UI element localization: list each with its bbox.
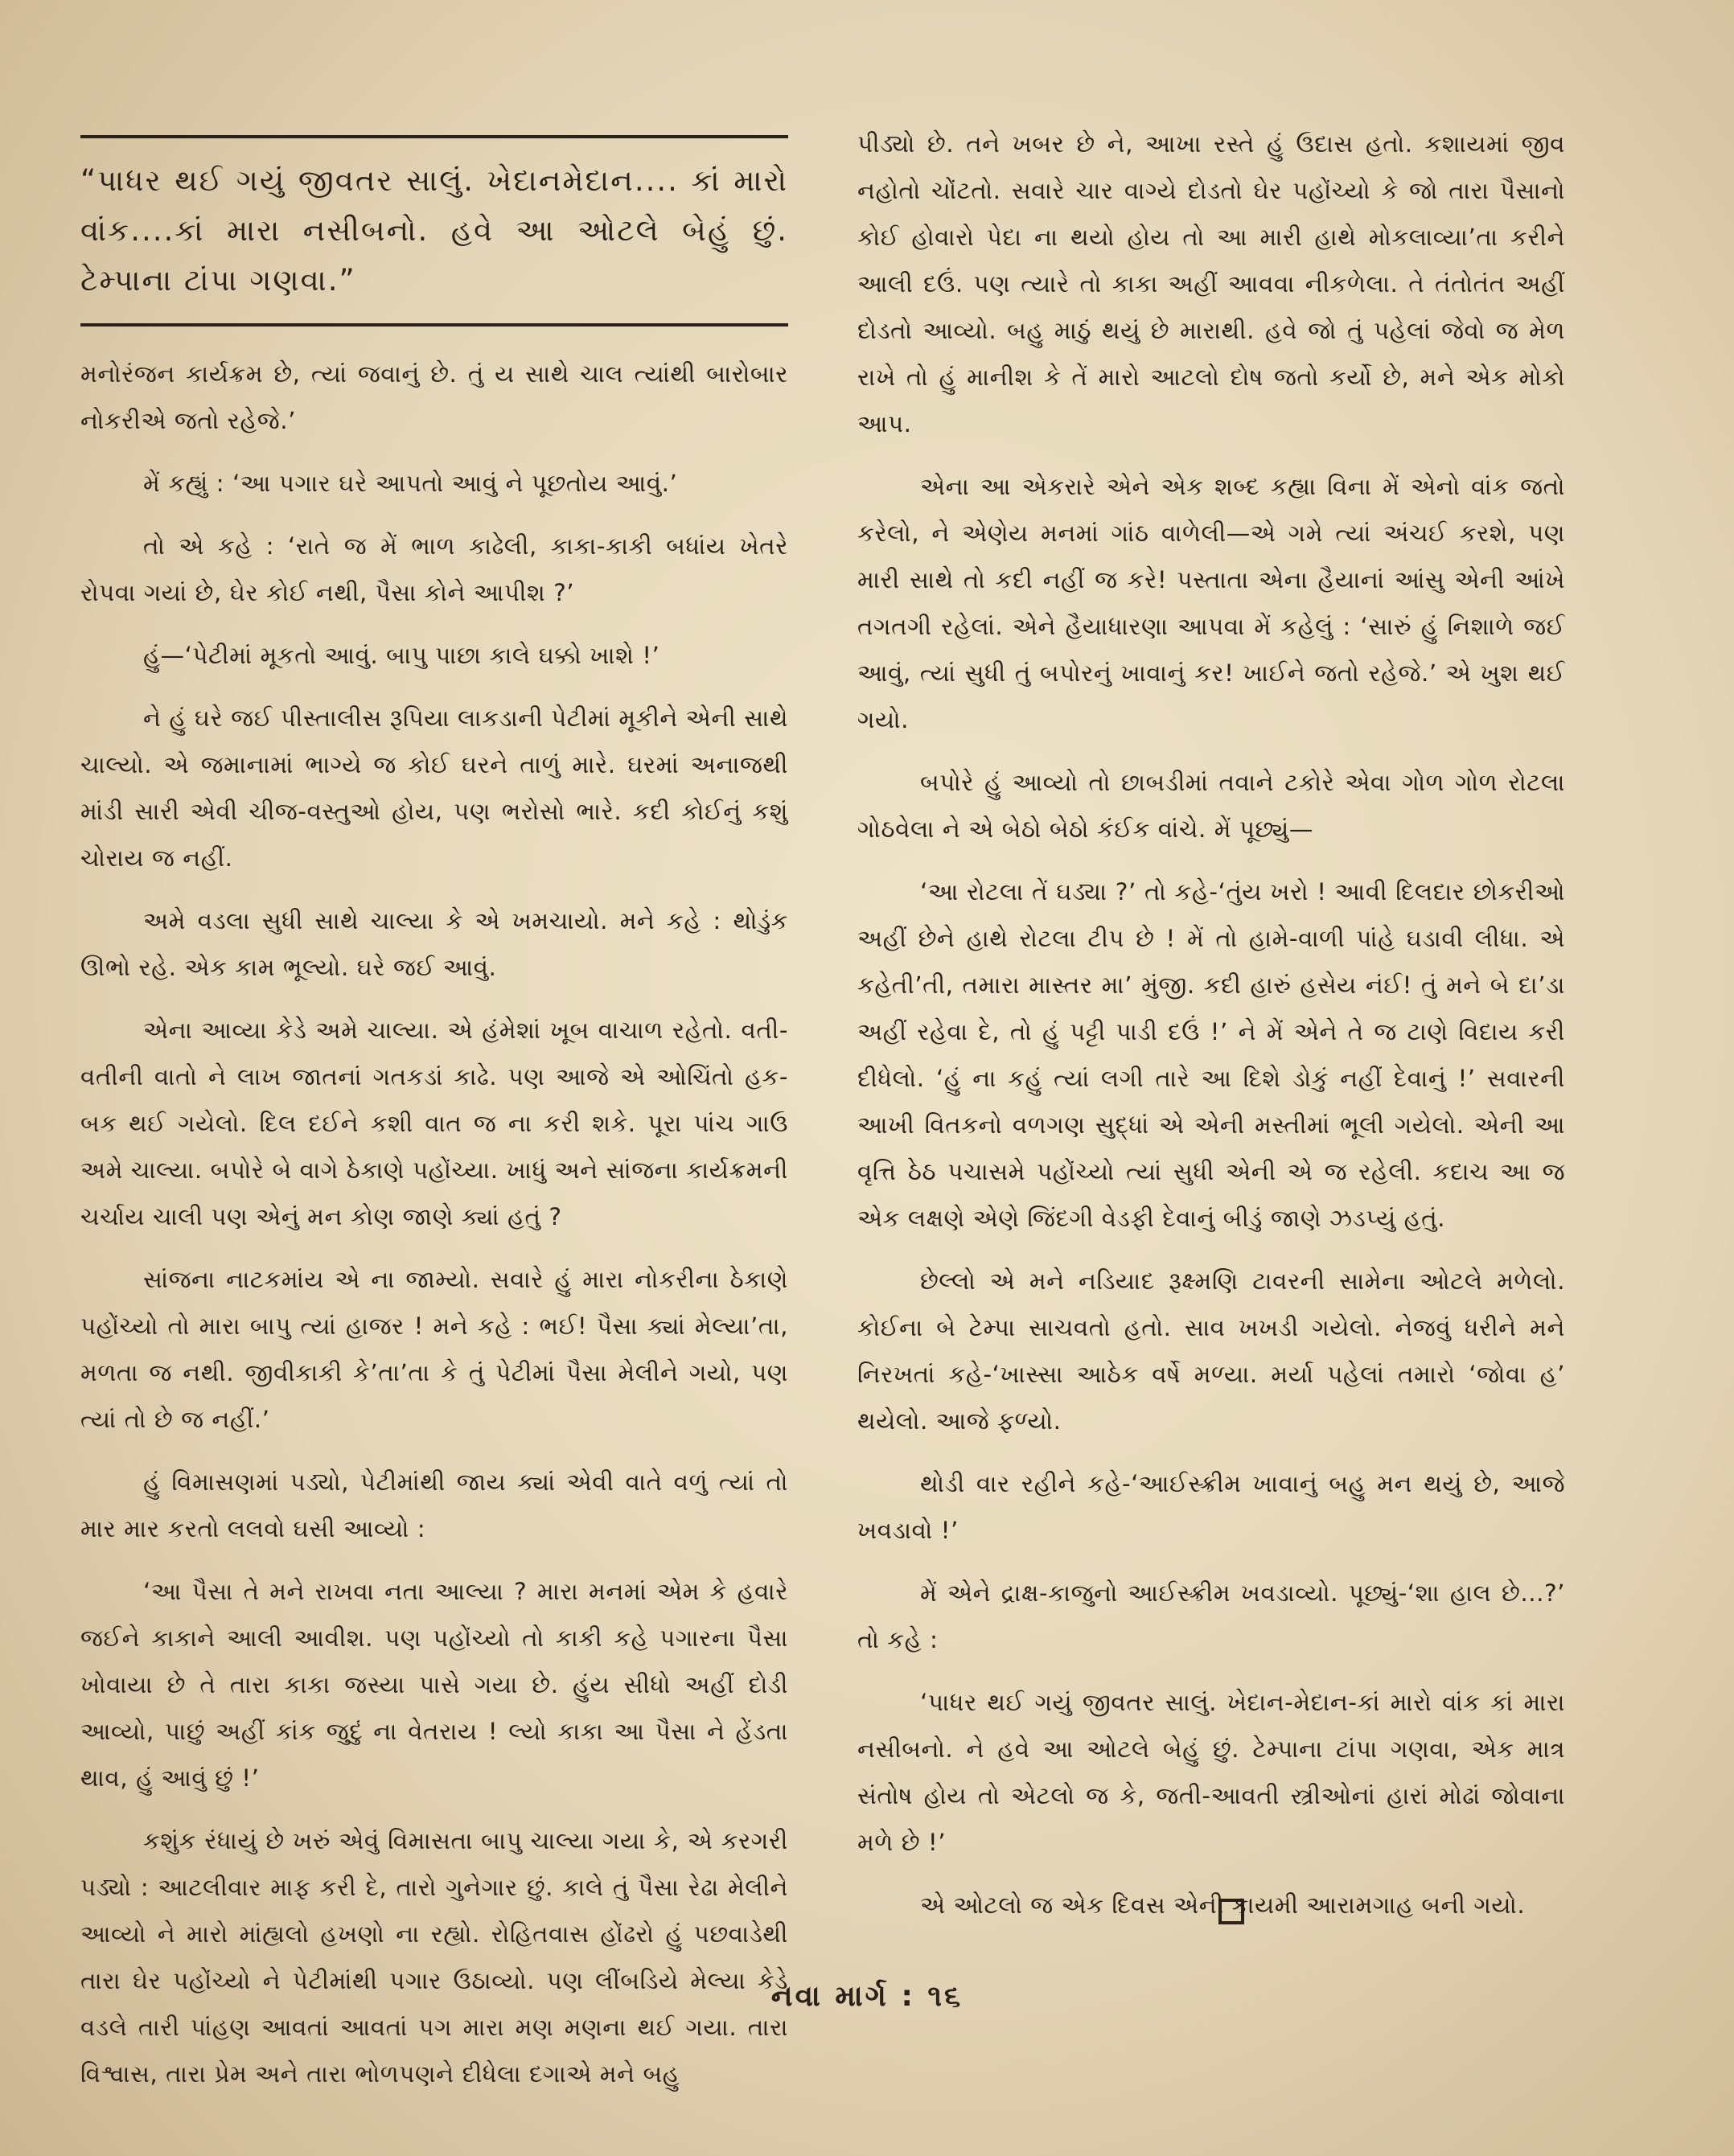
page-footer: નવા માર્ગ : ૧૬ — [770, 1980, 964, 2013]
left-column — [80, 121, 788, 2113]
paragraph: અમે વડલા સુધી સાથે ચાલ્યા કે એ ખમચાયો. મને કહે : થોડુંક ઊભો રહે. એક કામ ભૂલ્યો. ઘરે જઈ આવું. — [80, 907, 788, 981]
paragraph: એ ઓટલો જ એક દિવસ એની કાયમી આરામગાહ બની ગયો. — [920, 1891, 1526, 1919]
paragraph: બપોરે હું આવ્યો તો છાબડીમાં તવાને ટકોરે એવા ગોળ ગોળ રોટલા ગોઠવેલા ને એ બેઠો બેઠો કંઈક વાંચે. મેં પૂછ્યું— — [857, 769, 1565, 843]
paragraph: ‘પાધર થઈ ગયું જીવતર સાલું. ખેદાન-મેદાન-કાં મારો વાંક કાં મારા નસીબનો. ને હવે આ ઓટલે બેહું છું. ટેમ્પાના ટાંપા ગણવા, એક માત્ર સંતોષ હોય તો એટલો જ કે, જતી-આવતી સ્ત્રીઓનાં હારાં મોઢાં જોવાના મળે છે !’ — [857, 1689, 1565, 1856]
paragraph: છેલ્લો એ મને નડિયાદ રૂક્ષ્મણિ ટાવરની સામેના ઓટલે મળેલો. કોઈના બે ટેમ્પા સાચવતો હતો. સાવ ખખડી ગયેલો. નેજવું ધરીને મને નિરખતાં કહે-‘ખાસ્સા આઠેક વર્ષે મળ્યા. મર્યા પહેલાં તમારો ‘જોવા હ’ થયેલો. આજે ફળ્યો. — [857, 1267, 1565, 1435]
paragraph: મનોરંજન કાર્યક્રમ છે, ત્યાં જવાનું છે. તું ય સાથે ચાલ ત્યાંથી બારોબાર નોકરીએ જતો રહેજે.’ — [80, 360, 788, 434]
paragraph: મેં એને દ્રાક્ષ-કાજુનો આઈસ્ક્રીમ ખવડાવ્યો. પૂછ્યું-‘શા હાલ છે...?’ તો કહે : — [857, 1579, 1565, 1653]
paragraph: ‘આ પૈસા તે મને રાખવા નતા આલ્યા ? મારા મનમાં એમ કે હવારે જઈને કાકાને આલી આવીશ. પણ પહોંચ્યો તો કાકી કહે પગારના પૈસા ખોવાયા છે તે તારા કાકા જસ્યા પાસે ગયા છે. હુંય સીધો અહીં દોડી આવ્યો, પાછું અહીં કાંક જુદું ના વેતરાય ! લ્યો કાકા આ પૈસા ને હેંડતા થાવ, હું આવું છું !’ — [80, 1578, 788, 1792]
paragraph: એના આ એકરારે એને એક શબ્દ કહ્યા વિના મેં એનો વાંક જતો કરેલો, ને એણેય મનમાં ગાંઠ વાળેલી—એ ગમે ત્યાં અંચઈ કરશે, પણ મારી સાથે તો કદી નહીં જ કરે! પસ્તાતા એના હૈયાનાં આંસુ એની આંખે તગતગી રહેલાં. એને હૈયાધારણા આપવા મેં કહેલું : ‘સારું હું નિશાળે જઈ આવું, ત્યાં સુધી તું બપોરનું ખાવાનું કર! ખાઈને જતો રહેજે.’ એ ખુશ થઈ ગયો. — [857, 473, 1565, 733]
pull-quote: “પાધર થઈ ગયું જીવતર સાલું. ખેદાનમેદાન.... કાં મારો વાંક....કાં મારા નસીબનો. હવે આ ઓટલે બેહું છું. ટેમ્પાના ટાંપા ગણવા.” — [80, 163, 788, 298]
paragraph: ‘આ રોટલા તેં ઘડ્યા ?’ તો કહે-‘તુંય ખરો ! આવી દિલદાર છોકરીઓ અહીં છેને હાથે રોટલા ટીપ છે ! મેં તો હામે-વાળી પાંહે ઘડાવી લીધા. એ કહેતી’તી, તમારા માસ્તર મા’ મુંજી. કદી હારું હસેય નંઈ! તું મને બે દા’ડા અહીં રહેવા દે, તો હું પટ્ટી પાડી દઉં !’ ને મેં એને તે જ ટાણે વિદાય કરી દીધેલો. ‘હું ના કહું ત્યાં લગી તારે આ દિશે ડોકું નહીં દેવાનું !’ સવારની આખી વિતકનો વળગણ સુદ્ધાં એ એની મસ્તીમાં ભૂલી ગયેલો. એની આ વૃત્તિ ઠેઠ પચાસમે પહોંચ્યો ત્યાં સુધી એની એ જ રહેલી. કદાચ આ જ એક લક્ષણે એણે જિંદગી વેડફી દેવાનું બીડું જાણે ઝડપ્યું હતું. — [857, 878, 1565, 1232]
paragraph: કશુંક રંધાયું છે ખરું એવું વિમાસતા બાપુ ચાલ્યા ગયા કે, એ કરગરી પડ્યો : આટલીવાર માફ કરી દે, તારો ગુનેગાર છું. કાલે તું પૈસા રેઢા મેલીને આવ્યો ને મારો માંહ્યલો હખણો ના રહ્યો. રોહિતવાસ હોંઢરો હું પછવાડેથી તારા ઘેર પહોંચ્યો ને પેટીમાંથી પગાર ઉઠાવ્યો. પણ લીંબડિયે મેલ્યા કેડે વડલે તારી પાંહણ આવતાં આવતાં પગ મારા મણ મણના થઈ ગયા. તારા વિશ્વાસ, તારા પ્રેમ અને તારા ભોળપણને દીધેલા દગાએ મને બહુ — [80, 1827, 788, 2088]
paragraph: પીડ્યો છે. તને ખબર છે ને, આખા રસ્તે હું ઉદાસ હતો. કશાયમાં જીવ નહોતો ચોંટતો. સવારે ચાર વાગ્યે દોડતો ઘેર પહોંચ્યો કે જો તારા પૈસાનો કોઈ હોવારો પેદા ના થયો હોય તો આ મારી હાથે મોકલાવ્યા’તા કરીને આલી દઉં. પણ ત્યારે તો કાકા અહીં આવવા નીકળેલા. તે તંતોતંત અહીં દોડતો આવ્યો. બહુ માઠું થયું છે મારાથી. હવે જો તું પહેલાં જેવો જ મેળ રાખે તો હું માનીશ કે તેં મારો આટલો દોષ જતો કર્યો છે, મને એક મોકો આપ. — [857, 130, 1565, 437]
paragraph: એના આવ્યા કેડે અમે ચાલ્યા. એ હંમેશાં ખૂબ વાચાળ રહેતો. વતી-વતીની વાતો ને લાખ જાતનાં ગતકડાં કાઢે. પણ આજે એ ઓચિંતો હક-બક થઈ ગયેલો. દિલ દઈને કશી વાત જ ના કરી શકે. પૂરા પાંચ ગાઉ અમે ચાલ્યા. બપોરે બે વાગે ઠેકાણે પહોંચ્યા. ખાધું અને સાંજના કાર્યક્રમની ચર્ચાય ચાલી પણ એનું મન કોણ જાણે ક્યાં હતું ? — [80, 1016, 788, 1230]
paragraph: મેં કહ્યું : ‘આ પગાર ઘરે આપતો આવું ને પૂછતોય આવું.’ — [143, 470, 678, 497]
paragraph: ને હું ઘરે જઈ પીસ્તાલીસ રૂપિયા લાકડાની પેટીમાં મૂકીને એની સાથે ચાલ્યો. એ જમાનામાં ભાગ્યે જ કોઈ ઘરને તાળું મારે. ઘરમાં અનાજથી માંડી સારી એવી ચીજ-વસ્તુઓ હોય, પણ ભરોસો ભારે. કદી કોઈનું કશું ચોરાય જ નહીં. — [80, 704, 788, 872]
end-of-story-square-icon — [1218, 1899, 1244, 1924]
paragraph: સાંજના નાટકમાંય એ ના જામ્યો. સવારે હું મારા નોકરીના ઠેકાણે પહોંચ્યો તો મારા બાપુ ત્યાં હાજર ! મને કહે : ભઈ! પૈસા ક્યાં મેલ્યા’તા, મળતા જ નથી. જીવીકાકી કે’તા’તા કે તું પેટીમાં પૈસા મેલીને ગયો, પણ ત્યાં તો છે જ નહીં.’ — [80, 1266, 788, 1433]
pull-quote-box — [80, 135, 788, 326]
paragraph: હું વિમાસણમાં પડ્યો, પેટીમાંથી જાય ક્યાં એવી વાતે વળું ત્યાં તો માર માર કરતો લલવો ઘસી આવ્યો : — [80, 1468, 788, 1542]
paragraph: થોડી વાર રહીને કહે-‘આઈસ્ક્રીમ ખાવાનું બહુ મન થયું છે, આજે ખવડાવો !’ — [857, 1470, 1565, 1544]
paragraph: હું—‘પેટીમાં મૂકતો આવું. બાપુ પાછા કાલે ઘક્કો ખાશે !’ — [143, 642, 660, 669]
paragraph: તો એ કહે : ‘રાતે જ મેં ભાળ કાઢેલી, કાકા-કાકી બધાંય ખેતરે રોપવા ગયાં છે, ઘેર કોઈ નથી, પૈસા કોને આપીશ ?’ — [80, 532, 788, 606]
right-column — [857, 121, 1565, 1945]
